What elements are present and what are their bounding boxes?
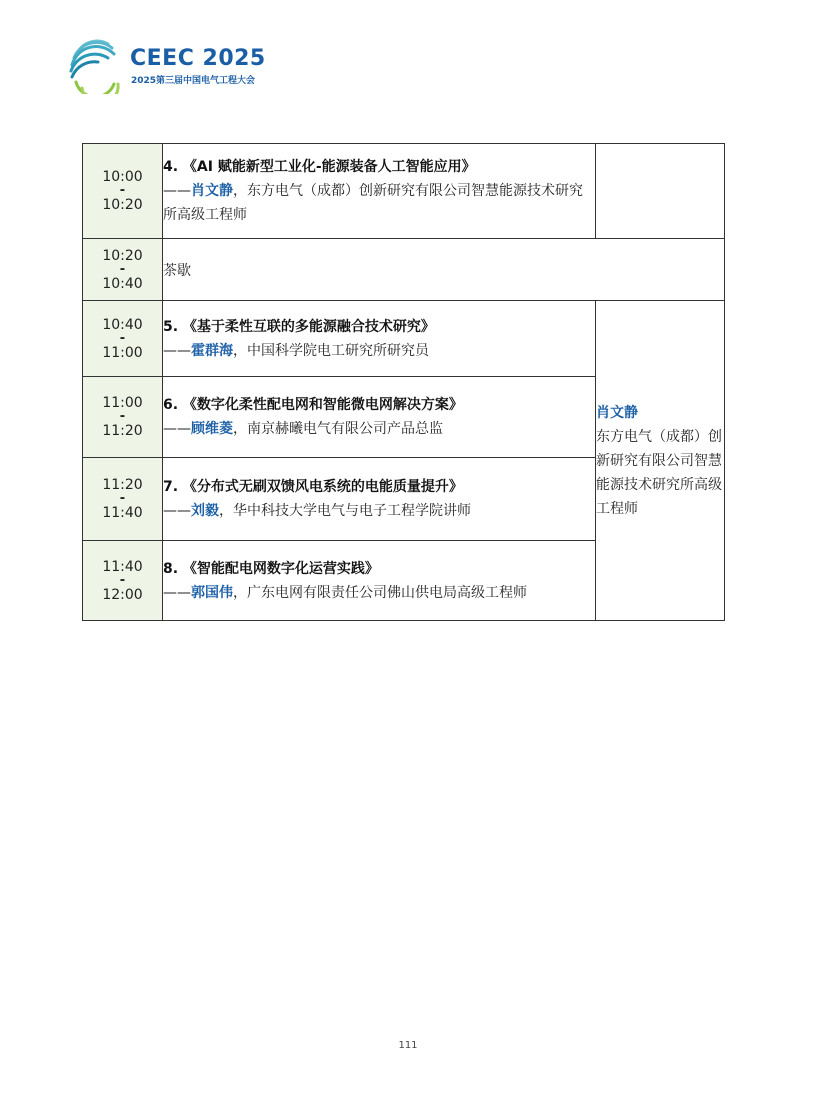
talk-title: 5. 《基于柔性互联的多能源融合技术研究》 xyxy=(163,318,435,335)
page-number: 111 xyxy=(398,1040,418,1051)
speaker-prefix: —— xyxy=(163,421,191,437)
talk-title: 6. 《数字化柔性配电网和智能微电网解决方案》 xyxy=(163,397,463,413)
time-cell xyxy=(83,541,163,621)
time-end: 11:20 xyxy=(102,423,143,439)
speaker-name: 顾维菱 xyxy=(191,421,233,437)
talk-speaker xyxy=(163,581,595,605)
talk-speaker xyxy=(163,499,595,523)
speaker-affiliation: ，东方电气（成都）创新研究有限公司智慧能源技术研究所高级工程师 xyxy=(163,183,583,223)
time-start: 10:40 xyxy=(102,316,143,333)
speaker-affiliation: ，南京赫曦电气有限公司产品总监 xyxy=(233,421,443,437)
speaker-affiliation: ，中国科学院电工研究所研究员 xyxy=(233,342,429,359)
time-end: 10:40 xyxy=(102,275,143,292)
speaker-affiliation: ，华中科技大学电气与电子工程学院讲师 xyxy=(219,503,471,519)
time-cell xyxy=(83,377,163,458)
time-start: 10:00 xyxy=(102,169,143,185)
time-end: 11:40 xyxy=(102,505,143,521)
time-separator: - xyxy=(119,330,126,346)
schedule-table xyxy=(82,143,725,621)
speaker-name: 刘毅 xyxy=(191,503,219,519)
talk-cell xyxy=(163,301,596,377)
table-row xyxy=(83,144,725,239)
speaker-prefix: —— xyxy=(163,503,191,519)
talk-speaker xyxy=(163,417,595,441)
speaker-prefix: —— xyxy=(163,584,191,601)
table-row xyxy=(83,301,725,377)
talk-cell xyxy=(163,541,596,621)
speaker-name: 郭国伟 xyxy=(191,584,233,601)
time-separator: - xyxy=(119,491,126,506)
time-separator: - xyxy=(119,572,126,588)
talk-cell xyxy=(163,144,596,239)
table-row xyxy=(83,239,725,301)
time-separator: - xyxy=(119,409,126,424)
talk-speaker xyxy=(163,179,595,227)
talk-title: 7. 《分布式无刷双馈风电系统的电能质量提升》 xyxy=(163,479,463,495)
chair-affiliation: 东方电气（成都）创新研究有限公司智慧能源技术研究所高级工程师 xyxy=(596,428,722,517)
speaker-prefix: —— xyxy=(163,342,191,359)
time-cell xyxy=(83,239,163,301)
talk-cell xyxy=(163,377,596,458)
time-cell xyxy=(83,458,163,541)
empty-chair-cell xyxy=(596,144,725,239)
talk-title: 8. 《智能配电网数字化运营实践》 xyxy=(163,560,379,577)
tea-break-cell: 茶歇 xyxy=(163,239,725,301)
talk-speaker xyxy=(163,339,595,363)
time-end: 10:20 xyxy=(102,197,143,213)
speaker-prefix: —— xyxy=(163,183,191,199)
talk-cell xyxy=(163,458,596,541)
talk-title: 4. 《AI 赋能新型工业化-能源装备人工智能应用》 xyxy=(163,159,476,175)
time-start: 10:20 xyxy=(102,247,143,264)
time-separator: - xyxy=(119,261,126,277)
time-separator: - xyxy=(119,183,126,198)
time-start: 11:00 xyxy=(102,395,143,411)
speaker-name: 霍群海 xyxy=(191,342,233,359)
time-end: 11:00 xyxy=(102,344,143,361)
time-start: 11:20 xyxy=(102,477,143,493)
time-cell xyxy=(83,144,163,239)
chair-name: 肖文静 xyxy=(596,404,638,421)
speaker-name: 肖文静 xyxy=(191,183,233,199)
time-cell xyxy=(83,301,163,377)
logo-subtitle: 2025第三届中国电气工程大会 xyxy=(131,76,256,86)
conference-logo xyxy=(68,38,266,94)
time-start: 11:40 xyxy=(102,558,143,575)
time-end: 12:00 xyxy=(102,586,143,603)
logo-title: CEEC 2025 xyxy=(130,46,266,71)
chair-cell xyxy=(596,301,725,621)
speaker-affiliation: ，广东电网有限责任公司佛山供电局高级工程师 xyxy=(233,584,527,601)
ceec-logo-icon xyxy=(68,38,124,94)
